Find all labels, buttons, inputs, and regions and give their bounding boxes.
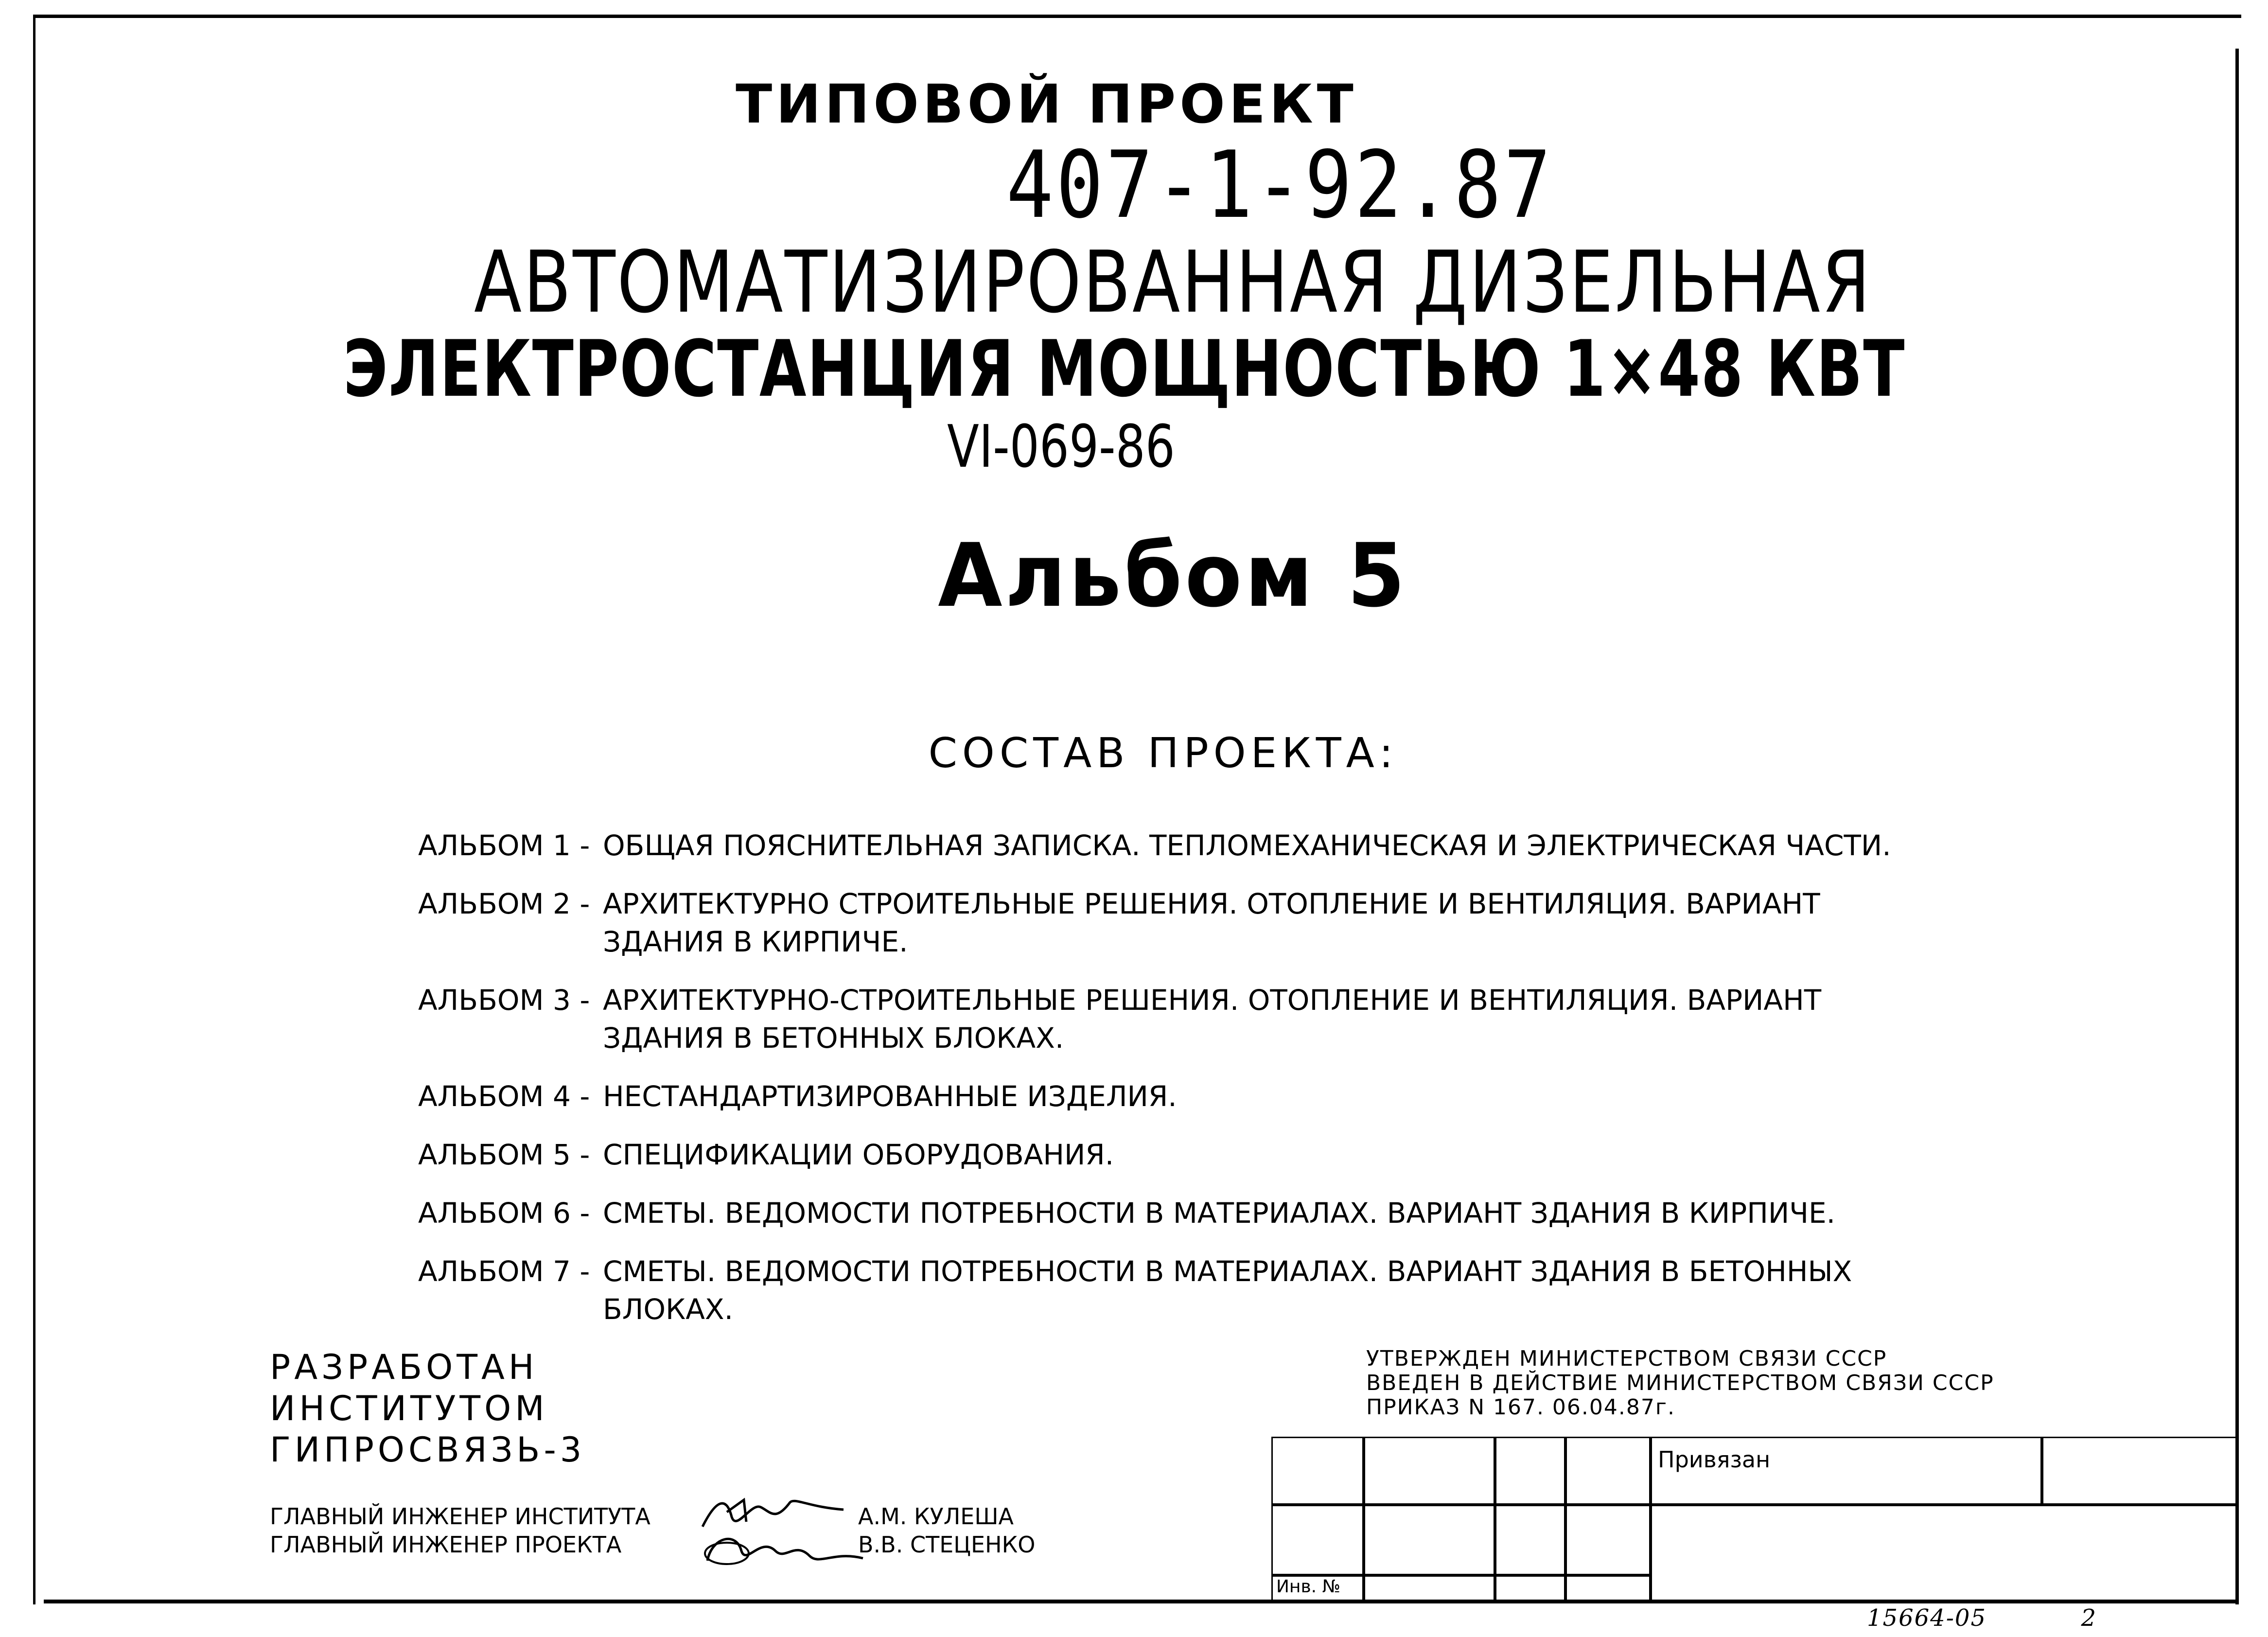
album-description: АРХИТЕКТУРНО-СТРОИТЕЛЬНЫЕ РЕШЕНИЯ. ОТОПЛЕНИЕ И ВЕНТИЛЯЦИЯ. ВАРИАНТ ЗДАНИЯ В БЕТОННЫХ БЛОКАХ.	[603, 984, 1822, 1055]
engineer-role: ГЛАВНЫЙ ИНЖЕНЕР ИНСТИТУТА	[270, 1503, 651, 1530]
album-label: АЛЬБОМ 6 -	[418, 1197, 590, 1230]
album-title: Альбом 5	[938, 525, 1408, 627]
developed-line: РАЗРАБОТАН	[270, 1347, 538, 1387]
frame-left-border	[33, 15, 35, 1604]
album-item	[418, 1077, 1925, 1115]
album-description: СМЕТЫ. ВЕДОМОСТИ ПОТРЕБНОСТИ В МАТЕРИАЛАХ. ВАРИАНТ ЗДАНИЯ В КИРПИЧЕ.	[603, 1197, 1836, 1230]
album-item	[418, 827, 1925, 864]
album-label: АЛЬБОМ 7 -	[418, 1255, 590, 1288]
secondary-code: VI-069-86	[947, 413, 1175, 481]
engineer-name: А.М. КУЛЕША	[858, 1503, 1014, 1530]
album-description: ОБЩАЯ ПОЯСНИТЕЛЬНАЯ ЗАПИСКА. ТЕПЛОМЕХАНИЧЕСКАЯ И ЭЛЕКТРИЧЕСКАЯ ЧАСТИ.	[603, 829, 1891, 862]
album-item	[418, 1136, 1925, 1174]
title-line-1: АВТОМАТИЗИРОВАННАЯ ДИЗЕЛЬНАЯ	[474, 233, 1872, 332]
title-line-2: ЭЛЕКТРОСТАНЦИЯ МОЩНОСТЬЮ 1×48 КВТ	[343, 323, 1906, 414]
inventory-label: Инв. №	[1276, 1577, 1341, 1597]
frame-top-border	[34, 15, 2241, 18]
developed-line: ИНСТИТУТОМ	[270, 1389, 548, 1428]
approval-order: ПРИКАЗ N 167. 06.04.87г.	[1366, 1395, 1675, 1420]
album-description: СПЕЦИФИКАЦИИ ОБОРУДОВАНИЯ.	[603, 1138, 1114, 1171]
album-label: АЛЬБОМ 1 -	[418, 829, 590, 862]
album-item	[418, 1194, 1925, 1232]
developed-by-block	[270, 1347, 585, 1471]
album-description: СМЕТЫ. ВЕДОМОСТИ ПОТРЕБНОСТИ В МАТЕРИАЛАХ. ВАРИАНТ ЗДАНИЯ В БЕТОННЫХ БЛОКАХ.	[603, 1255, 1852, 1326]
document-code: 15664-05	[1867, 1604, 1987, 1632]
album-label: АЛЬБОМ 3 -	[418, 984, 590, 1017]
album-description: АРХИТЕКТУРНО СТРОИТЕЛЬНЫЕ РЕШЕНИЯ. ОТОПЛЕНИЕ И ВЕНТИЛЯЦИЯ. ВАРИАНТ ЗДАНИЯ В КИРПИЧЕ.	[603, 887, 1820, 958]
composition-heading: СОСТАВ ПРОЕКТА:	[928, 729, 1398, 777]
project-code: 407-1-92.87	[1006, 131, 1554, 239]
album-label: АЛЬБОМ 5 -	[418, 1138, 590, 1171]
album-label: АЛЬБОМ 4 -	[418, 1080, 590, 1113]
engineer-name: В.В. СТЕЦЕНКО	[858, 1531, 1036, 1558]
album-item	[418, 981, 1925, 1057]
approval-line: УТВЕРЖДЕН МИНИСТЕРСТВОМ СВЯЗИ СССР	[1366, 1346, 1887, 1371]
approval-line: ВВЕДЕН В ДЕЙСТВИЕ МИНИСТЕРСТВОМ СВЯЗИ СССР	[1366, 1371, 1994, 1395]
album-list	[418, 827, 1925, 1349]
approval-block	[1366, 1347, 1994, 1420]
engineer-role: ГЛАВНЫЙ ИНЖЕНЕР ПРОЕКТА	[270, 1531, 622, 1558]
developed-institute: ГИПРОСВЯЗЬ-3	[270, 1430, 586, 1470]
stamp-table	[1271, 1437, 2236, 1602]
page-number: 2	[2081, 1604, 2097, 1632]
album-label: АЛЬБОМ 2 -	[418, 887, 590, 920]
signature-stetsenko	[698, 1522, 873, 1570]
type-project-label: ТИПОВОЙ ПРОЕКТ	[736, 73, 1357, 135]
album-item	[418, 1252, 1925, 1328]
album-description: НЕСТАНДАРТИЗИРОВАННЫЕ ИЗДЕЛИЯ.	[603, 1080, 1177, 1113]
bound-label: Привязан	[1658, 1446, 1771, 1473]
album-item	[418, 885, 1925, 961]
frame-right-border	[2235, 49, 2239, 1604]
footer-code	[1867, 1604, 2097, 1632]
